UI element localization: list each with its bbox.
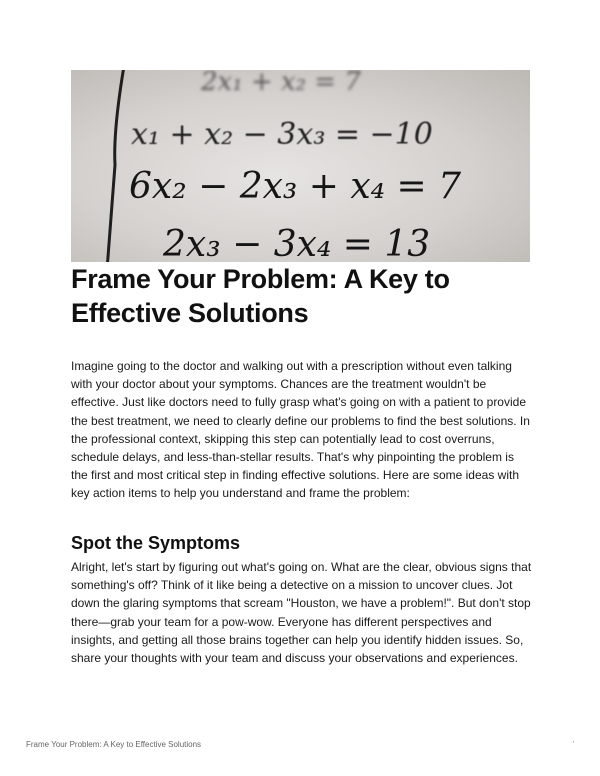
equations-photo <box>71 70 530 262</box>
equation-line-2: x₁ + x₂ − 3x₃ = −10 <box>131 117 433 152</box>
equation-line-4: 2x₃ − 3x₄ = 13 <box>163 224 431 262</box>
hero-equations-image <box>71 70 530 262</box>
footer-running-title: Frame Your Problem: A Key to Effective Solutions <box>26 740 202 749</box>
section-paragraph: Alright, let's start by figuring out what's going on. What are the clear, obvious signs that something's off? Think of it like being a detective on a mission to uncover clues. Jot down the glaring symptoms that scream "Houston, we have a problem!". But don't stop there—grab your team for a pow-wow. Everyone has different perspectives and insights, and getting all those brains together can help you identify hidden issues. So, share your thoughts with your team and discuss your observations and experiences. <box>71 560 532 666</box>
equation-line-3: 6x₂ − 2x₃ + x₄ = 7 <box>129 166 462 207</box>
equation-line-1: 2x₁ + x₂ = 7 <box>201 70 361 97</box>
article-title: Frame Your Problem: A Key to Effective Solutions <box>71 264 450 328</box>
intro-paragraph: Imagine going to the doctor and walking out with a prescription without even talking with your doctor about your symptoms. Chances are the treatment wouldn't be effective. Just like doctors need to fully grasp what's going on with a patient to provide the best treatment, we need to clearly define our problems to find the best solutions. In the professional context, skipping this step can potentially lead to cost overruns, schedule delays, and less-than-stellar results. That's why pinpointing the problem is the first and most critical step in finding effective solutions. Here are some ideas with key action items to help you understand and frame the problem: <box>71 359 530 501</box>
brace-mark <box>107 70 125 262</box>
section-heading: Spot the Symptoms <box>71 533 241 553</box>
footer-page-mark: ′ <box>572 740 574 749</box>
